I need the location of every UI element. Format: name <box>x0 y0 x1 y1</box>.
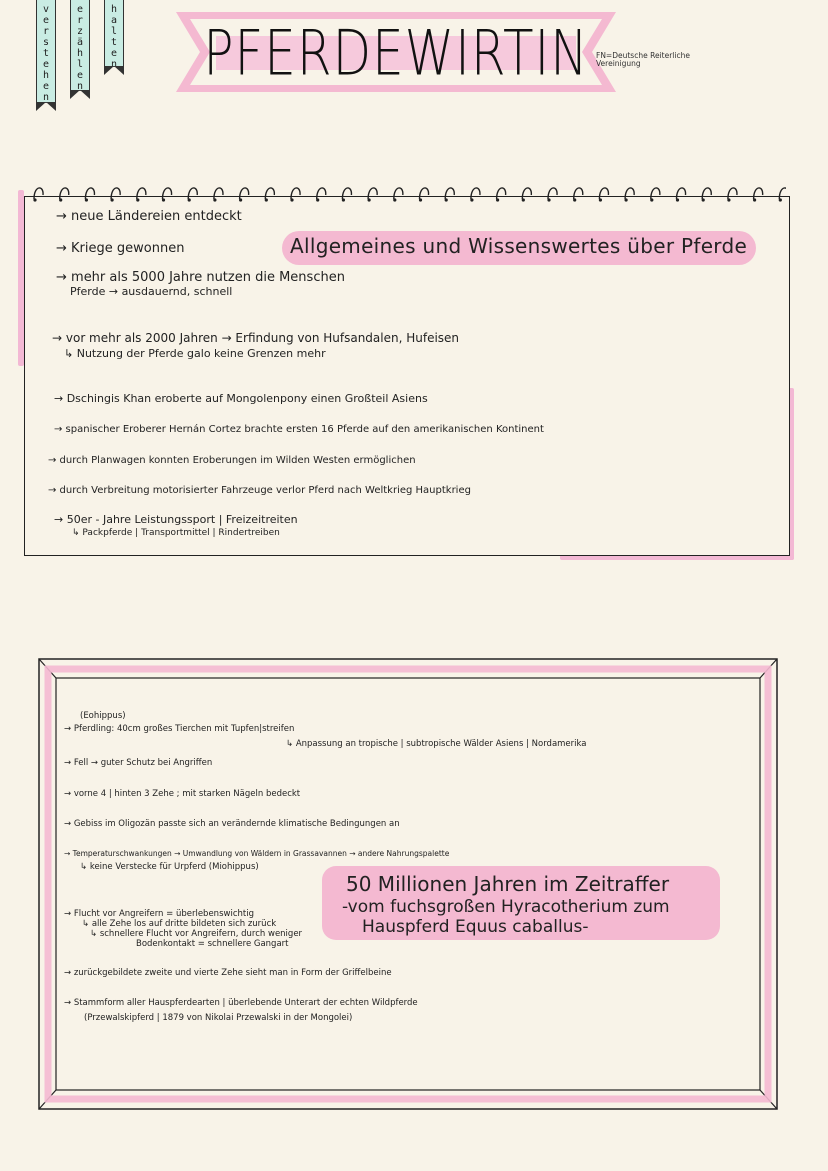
spiral-ring <box>368 188 377 199</box>
spiral-ring <box>317 188 326 199</box>
ring-hole <box>213 198 216 201</box>
ribbon-letter: t <box>110 37 118 48</box>
ring-hole <box>188 198 191 201</box>
spiral-ring <box>471 188 480 199</box>
ribbon-letter: l <box>76 59 84 70</box>
ring-hole <box>59 198 62 201</box>
ribbon-letter: n <box>76 81 84 92</box>
ring-hole <box>727 198 730 201</box>
card1-line: → durch Verbreitung motorisierter Fahrzeuge verlor Pferd nach Weltkrieg Hauptkrieg <box>48 485 471 496</box>
ribbon-letter: e <box>42 59 50 70</box>
spiral-ring <box>497 188 506 199</box>
spiral-ring <box>34 188 43 199</box>
ribbon-erzaehlen <box>70 0 90 91</box>
spiral-ring <box>625 188 634 199</box>
card2-line: → vorne 4 | hinten 3 Zehe ; mit starken Nägeln bedeckt <box>64 789 301 799</box>
card2-line: (Przewalskipferd | 1879 von Nikolai Przewalski in der Mongolei) <box>84 1013 353 1023</box>
ring-hole <box>419 198 422 201</box>
spiral-ring <box>522 188 531 199</box>
ring-hole <box>393 198 396 201</box>
card1-line: → vor mehr als 2000 Jahren → Erfindung von Hufsandalen, Hufeisen <box>52 331 460 345</box>
ring-hole <box>368 198 371 201</box>
card2-line: → Stammform aller Hauspferdearten | überlebende Unterart der echten Wildpferde <box>64 998 418 1008</box>
ring-hole <box>290 198 293 201</box>
ribbon-letter: s <box>42 37 50 48</box>
card2-line: (Eohippus) <box>80 711 126 721</box>
ring-hole <box>547 198 550 201</box>
ring-hole <box>239 198 242 201</box>
spiral-ring <box>651 188 660 199</box>
ring-hole <box>316 198 319 201</box>
spiral-ring <box>60 188 69 199</box>
ring-hole <box>162 198 165 201</box>
spiral-rings <box>26 183 786 207</box>
spiral-ring <box>188 188 197 199</box>
spiral-ring <box>574 188 583 199</box>
ribbon-letter: e <box>76 4 84 15</box>
ribbon-letter: n <box>42 92 50 103</box>
ring-hole <box>573 198 576 201</box>
card2-line: ↳ Anpassung an tropische | subtropische Wälder Asiens | Nordamerika <box>286 739 587 749</box>
spiral-ring <box>779 188 786 199</box>
card1-line: → Dschingis Khan eroberte auf Mongolenpony einen Großteil Asiens <box>54 392 428 405</box>
spiral-ring <box>677 188 686 199</box>
ring-hole <box>265 198 268 201</box>
card1-line: → Kriege gewonnen <box>56 241 185 256</box>
ribbon-letter: v <box>42 4 50 15</box>
card2-line: → Pferdling: 40cm großes Tierchen mit Tupfen|streifen <box>64 724 295 734</box>
spiral-ring <box>548 188 557 199</box>
ribbon-letter: t <box>42 48 50 59</box>
ring-hole <box>676 198 679 201</box>
card2-line: → Fell → guter Schutz bei Angriffen <box>64 758 213 768</box>
card2-line: → zurückgebildete zweite und vierte Zehe sieht man in Form der Griffelbeine <box>64 968 392 978</box>
spiral-ring <box>728 188 737 199</box>
spiral-ring <box>85 188 94 199</box>
card2-line: → Gebiss im Oligozän passte sich an verändernde klimatische Bedingungen an <box>64 819 400 829</box>
card1-line: → neue Ländereien entdeckt <box>56 209 242 224</box>
ribbon-letter: e <box>76 70 84 81</box>
spiral-ring <box>420 188 429 199</box>
card2-line: Bodenkontakt = schnellere Gangart <box>136 939 289 949</box>
ring-hole <box>33 198 36 201</box>
ribbon-letter: r <box>76 15 84 26</box>
spiral-ring <box>599 188 608 199</box>
card1-line: → mehr als 5000 Jahre nutzen die Menschen <box>56 270 345 285</box>
spiral-ring <box>137 188 146 199</box>
ring-hole <box>85 198 88 201</box>
spiral-ring <box>240 188 249 199</box>
ribbon-letter: r <box>42 26 50 37</box>
ring-hole <box>625 198 628 201</box>
ribbon-letter: l <box>110 26 118 37</box>
page-title: PFERDEWIRTIN <box>203 16 589 90</box>
card2-line: ↳ alle Zehe los auf dritte bildeten sich zurück <box>82 919 277 929</box>
spiral-ring <box>291 188 300 199</box>
ribbon-halten <box>104 0 124 70</box>
card2-line: ↳ keine Verstecke für Urpferd (Miohippus) <box>80 862 259 872</box>
ring-hole <box>136 198 139 201</box>
spiral-ring <box>754 188 763 199</box>
ribbon-verstehen <box>36 0 56 103</box>
card2-line: → Temperaturschwankungen → Umwandlung von Wäldern in Grassavannen → andere Nahrungspalette <box>64 849 450 858</box>
ribbon-letter: h <box>110 4 118 15</box>
spiral-ring <box>342 188 351 199</box>
ring-hole <box>599 198 602 201</box>
card1-heading: Allgemeines und Wissenswertes über Pferde <box>290 234 748 258</box>
card2-line: ↳ schnellere Flucht vor Angreifern, durch weniger <box>90 929 303 939</box>
card1-line: → 50er - Jahre Leistungssport | Freizeitreiten <box>54 513 298 526</box>
ribbon-letter: a <box>110 15 118 26</box>
ring-hole <box>753 198 756 201</box>
ribbon-letter: h <box>42 70 50 81</box>
ring-hole <box>445 198 448 201</box>
ring-hole <box>779 198 782 201</box>
ring-hole <box>496 198 499 201</box>
card1-line: → spanischer Eroberer Hernán Cortez brachte ersten 16 Pferde auf den amerikanischen Kontinent <box>54 424 544 435</box>
ribbon-letter: e <box>42 81 50 92</box>
ring-hole <box>702 198 705 201</box>
highlight-line: Hauspferd Equus caballus- <box>362 917 589 937</box>
card1-line: ↳ Nutzung der Pferde galo keine Grenzen mehr <box>64 347 326 360</box>
ribbon-letter: h <box>76 48 84 59</box>
card1-line: Pferde → ausdauernd, schnell <box>70 285 233 298</box>
spiral-ring <box>163 188 172 199</box>
spiral-ring <box>702 188 711 199</box>
spiral-ring <box>445 188 454 199</box>
ring-hole <box>522 198 525 201</box>
ring-hole <box>111 198 114 201</box>
ring-hole <box>650 198 653 201</box>
highlight-line: 50 Millionen Jahren im Zeitraffer <box>346 872 670 896</box>
fn-note: FN=Deutsche Reiterliche Vereinigung <box>596 51 690 68</box>
ribbon-letter: z <box>76 26 84 37</box>
ring-hole <box>342 198 345 201</box>
highlight-line: -vom fuchsgroßen Hyracotherium zum <box>342 897 670 917</box>
ring-hole <box>470 198 473 201</box>
ribbon-letter: n <box>110 59 118 70</box>
spiral-ring <box>214 188 223 199</box>
ribbon-letter: e <box>42 15 50 26</box>
ribbon-letter: ä <box>76 37 84 48</box>
card2-line: → Flucht vor Angreifern = überlebenswichtig <box>64 909 254 919</box>
spiral-ring <box>111 188 120 199</box>
spiral-ring <box>265 188 274 199</box>
title-banner <box>176 10 616 94</box>
card1-line: → durch Planwagen konnten Eroberungen im Wilden Westen ermöglichen <box>48 455 416 466</box>
card1-line: ↳ Packpferde | Transportmittel | Rindertreiben <box>72 528 280 538</box>
ribbon-letter: e <box>110 48 118 59</box>
spiral-ring <box>394 188 403 199</box>
